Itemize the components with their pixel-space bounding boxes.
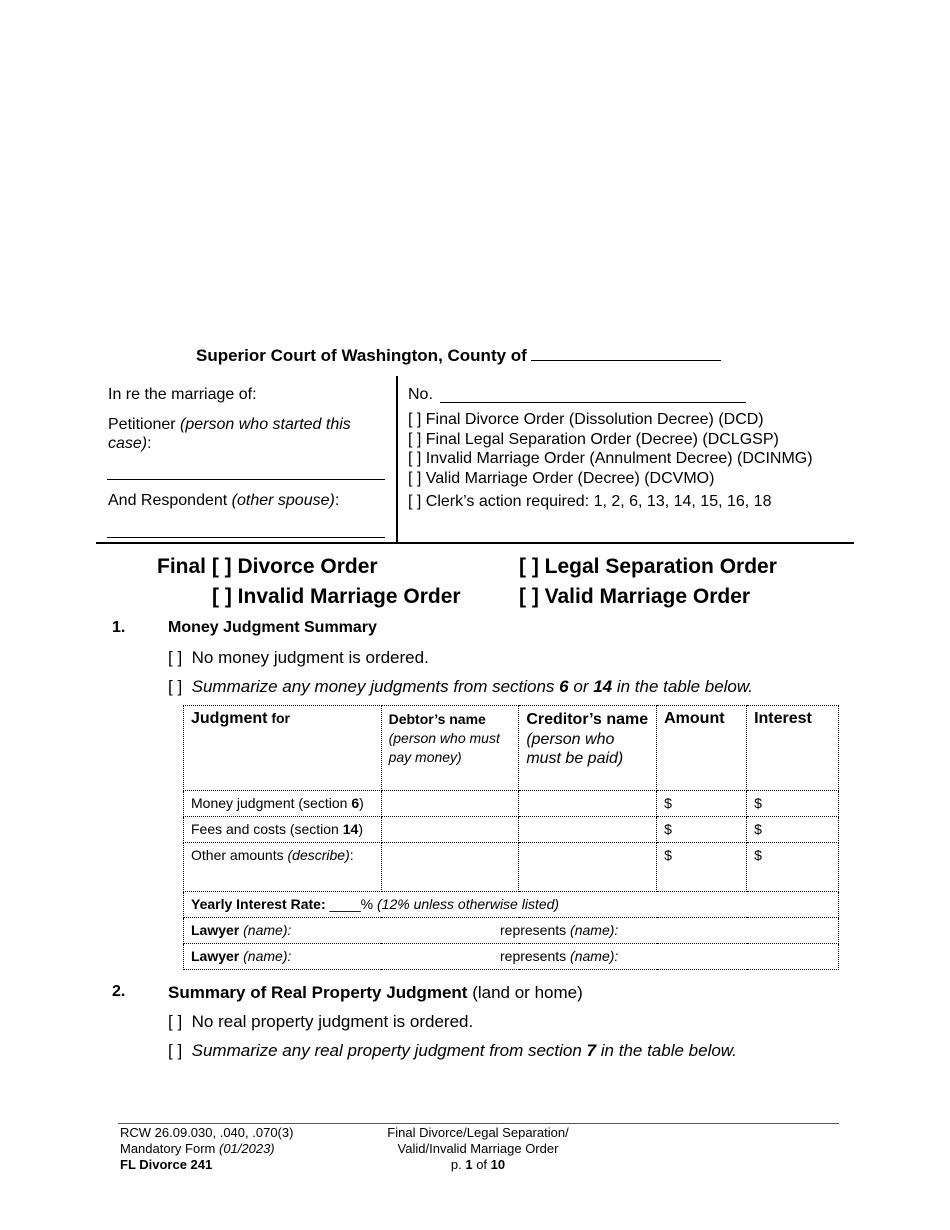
no-real-property-option[interactable]: [168, 1012, 473, 1032]
checkbox[interactable]: [ ]: [168, 677, 183, 696]
amount-cell[interactable]: $: [657, 843, 747, 892]
court-heading-text: Superior Court of Washington, County of: [196, 346, 527, 365]
respondent-label: And Respondent (other spouse):: [108, 492, 340, 509]
caption-divider: [396, 376, 398, 544]
table-header-row: [184, 706, 839, 791]
order-type-checkboxes: [408, 410, 813, 488]
petitioner-text: Petitioner: [108, 416, 176, 433]
checkbox[interactable]: [ ]: [168, 648, 183, 667]
petitioner-label: Petitioner (person who started this case):: [108, 416, 351, 452]
footer-form-id: FL Divorce 241: [120, 1157, 213, 1172]
summarize-money-judgment-option[interactable]: [168, 677, 753, 697]
table-row: [184, 791, 839, 817]
no-money-judgment-option[interactable]: [168, 648, 429, 668]
court-heading: [196, 344, 721, 366]
lawyer-cell[interactable]: Lawyer (name): represents (name):: [184, 944, 839, 970]
summarize-text: Summarize any money judgments from sections 6 or 14 in the table below.: [191, 677, 753, 696]
table-row: [184, 817, 839, 843]
footer-left: [120, 1125, 293, 1173]
clerk-action-checkbox[interactable]: [ ] Clerk’s action required: 1, 2, 6, 13, 14, 15, 16, 18: [408, 493, 772, 510]
amount-cell[interactable]: $: [657, 817, 747, 843]
checkbox[interactable]: [ ]: [168, 1012, 183, 1031]
county-blank[interactable]: [531, 344, 721, 361]
creditor-cell[interactable]: [519, 817, 657, 843]
header-creditor: Creditor’s name (person who must be paid): [519, 706, 657, 791]
section-2-heading: Summary of Real Property Judgment (land or home): [168, 983, 583, 1002]
amount-cell[interactable]: $: [657, 791, 747, 817]
row-label-fees-costs: Fees and costs (section 14): [184, 817, 382, 843]
title-legal-separation[interactable]: [ ] Legal Separation Order: [519, 555, 777, 578]
creditor-cell[interactable]: [519, 843, 657, 892]
lawyer-row: [184, 944, 839, 970]
summarize-real-property-option[interactable]: [168, 1041, 737, 1061]
footer-title-2: Valid/Invalid Marriage Order: [397, 1141, 559, 1156]
lawyer-cell[interactable]: Lawyer (name): represents (name):: [184, 918, 839, 944]
interest-rate-row: [184, 892, 839, 918]
row-label-other-amounts: Other amounts (describe):: [184, 843, 382, 892]
checkbox-dcd[interactable]: [ ] Final Divorce Order (Dissolution Decree) (DCD): [408, 411, 764, 428]
footer-rule: [118, 1123, 839, 1124]
interest-rate-cell[interactable]: Yearly Interest Rate: ____% (12% unless otherwise listed): [184, 892, 839, 918]
header-amount: Amount: [657, 706, 747, 791]
checkbox-dclgsp[interactable]: [ ] Final Legal Separation Order (Decree) (DCLGSP): [408, 430, 779, 448]
in-re-label: In re the marriage of:: [108, 386, 257, 403]
petitioner-note-1: (person who started this: [180, 416, 351, 433]
title-invalid-marriage[interactable]: [ ] Invalid Marriage Order: [212, 585, 461, 608]
title-valid-marriage[interactable]: [ ] Valid Marriage Order: [519, 585, 751, 608]
caption-bottom-rule: [96, 542, 854, 544]
debtor-cell[interactable]: [381, 843, 519, 892]
section-1-heading: Money Judgment Summary: [168, 619, 377, 636]
checkbox-dcinmg[interactable]: [ ] Invalid Marriage Order (Annulment Decree) (DCINMG): [408, 450, 813, 467]
debtor-cell[interactable]: [381, 817, 519, 843]
respondent-text: And Respondent: [108, 492, 228, 509]
respondent-name-line[interactable]: [107, 537, 385, 538]
case-number-field[interactable]: [440, 402, 746, 403]
footer-mandatory: Mandatory Form (01/2023): [120, 1141, 275, 1156]
lawyer-row: [184, 918, 839, 944]
checkbox-dcvmo[interactable]: [ ] Valid Marriage Order (Decree) (DCVMO): [408, 469, 715, 487]
interest-cell[interactable]: $: [747, 791, 839, 817]
no-real-property-text: No real property judgment is ordered.: [191, 1012, 474, 1031]
title-divorce-order[interactable]: Final [ ] Divorce Order: [157, 555, 378, 578]
section-2-number: 2.: [112, 983, 126, 1000]
checkbox[interactable]: [ ]: [168, 1041, 183, 1060]
footer-page: p. 1 of 10: [450, 1157, 506, 1172]
interest-cell[interactable]: $: [747, 843, 839, 892]
footer-rcw: RCW 26.09.030, .040, .070(3): [120, 1125, 294, 1140]
interest-cell[interactable]: $: [747, 817, 839, 843]
header-debtor: Debtor’s name (person who must pay money): [381, 706, 519, 791]
header-judgment-for: Judgment for: [184, 706, 382, 791]
petitioner-name-line[interactable]: [107, 479, 385, 480]
summarize-real-property-text: Summarize any real property judgment from section 7 in the table below.: [191, 1041, 737, 1060]
row-label-money-judgment: Money judgment (section 6): [184, 791, 382, 817]
footer-title-1: Final Divorce/Legal Separation/: [387, 1125, 569, 1140]
debtor-cell[interactable]: [381, 791, 519, 817]
table-row: [184, 843, 839, 892]
no-money-judgment-text: No money judgment is ordered.: [191, 648, 429, 667]
creditor-cell[interactable]: [519, 791, 657, 817]
case-number-label: No.: [408, 386, 433, 403]
header-interest: Interest: [747, 706, 839, 791]
money-judgment-table: [183, 705, 839, 970]
respondent-note: (other spouse): [231, 492, 335, 509]
footer-center: [360, 1125, 596, 1173]
petitioner-note-2: case): [108, 435, 148, 452]
section-1-number: 1.: [112, 619, 126, 636]
